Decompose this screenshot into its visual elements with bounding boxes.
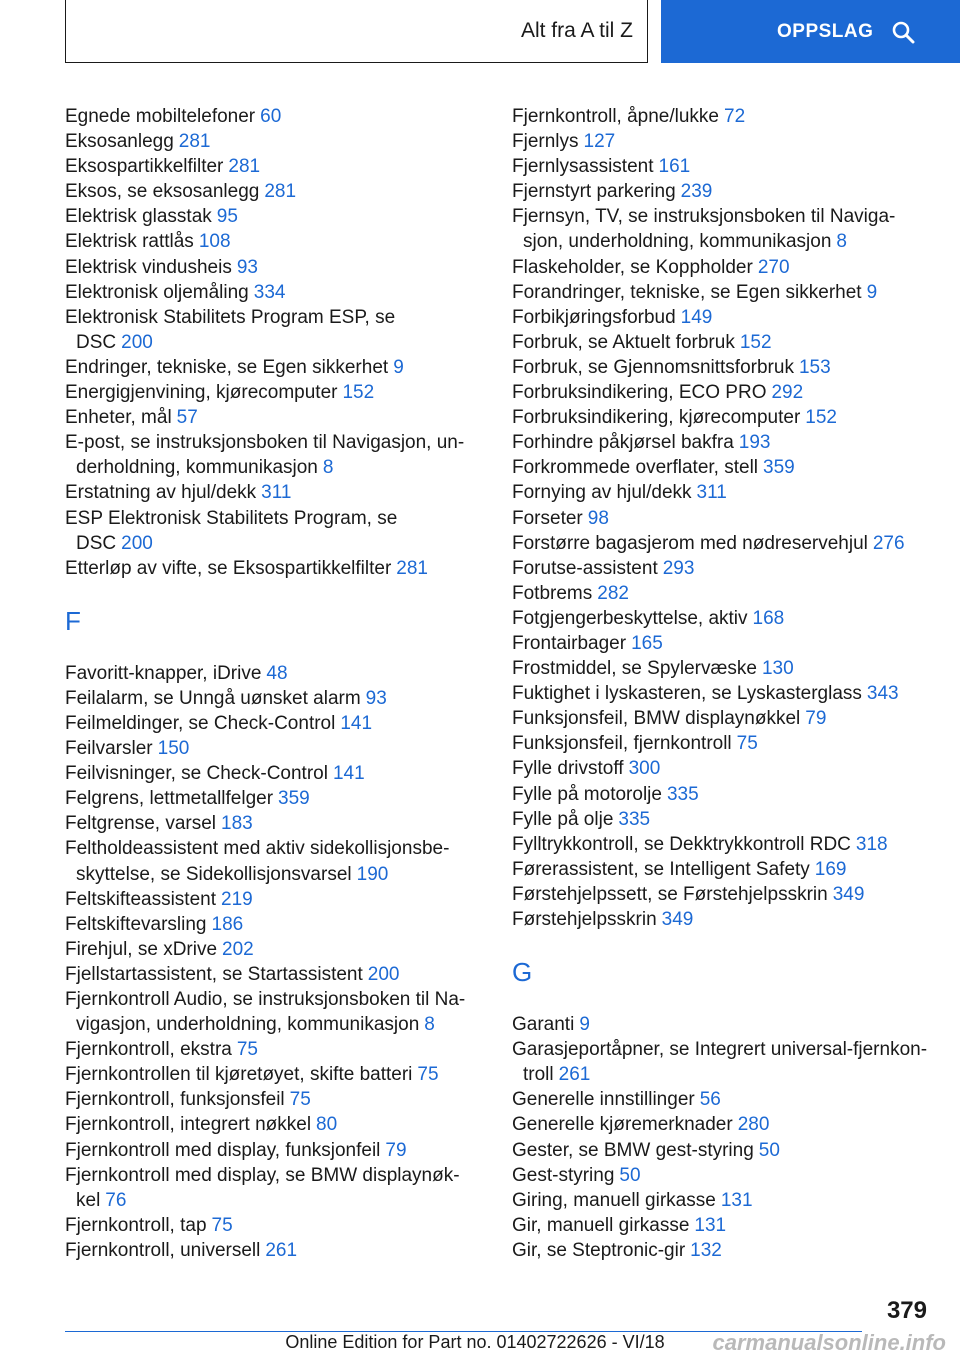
entry-term: Etterløp av vifte, se Eksospartikkelfilter	[65, 557, 392, 579]
index-entry	[512, 706, 932, 731]
index-entry	[512, 807, 932, 832]
index-entry	[512, 581, 932, 606]
index-entry	[65, 912, 485, 937]
entry-term: Fjernkontroll, funksjonsfeil	[65, 1089, 285, 1111]
page-link[interactable]: 311	[696, 482, 727, 504]
index-entry	[65, 786, 485, 811]
page-link[interactable]: 141	[340, 712, 373, 734]
entry-term: Fjernkontrollen til kjøretøyet, skifte batteri	[65, 1064, 413, 1086]
index-entry	[65, 987, 485, 1037]
index-entry	[512, 1087, 932, 1112]
entry-term: Generelle kjøremerknader	[512, 1114, 733, 1136]
index-entry	[65, 179, 485, 204]
index-entry	[512, 1037, 932, 1087]
entry-term: Forbruksindikering, kjørecomputer	[512, 407, 801, 429]
entry-term: Fjernkontroll med display, se BMW displaynøk-	[65, 1164, 460, 1186]
page-link[interactable]: 93	[236, 256, 258, 278]
entry-term: Gest-styring	[512, 1164, 615, 1186]
index-entry	[512, 255, 932, 280]
entry-term: Feltskiftevarsling	[65, 913, 207, 935]
entry-term: Feilvarsler	[65, 738, 153, 760]
index-entry	[512, 1112, 932, 1137]
index-entry	[65, 204, 485, 229]
index-entry	[512, 355, 932, 380]
page-link[interactable]: 75	[236, 1039, 258, 1061]
entry-term: Eksos, se eksosanlegg	[65, 181, 260, 203]
entry-term: Fylle drivstoff	[512, 758, 624, 780]
index-entry	[65, 1062, 485, 1087]
entry-term-continued: skyttelse, se Sidekollisjonsvarsel	[76, 863, 352, 885]
entry-term: Fotbrems	[512, 582, 593, 604]
index-entry	[512, 330, 932, 355]
entry-term: Favoritt-knapper, iDrive	[65, 662, 262, 684]
index-entry	[512, 832, 932, 857]
index-entry	[512, 506, 932, 531]
entry-term: Garanti	[512, 1014, 575, 1036]
page-link[interactable]: 152	[739, 331, 772, 353]
entry-term: Energigjenvining, kjørecomputer	[65, 382, 338, 404]
entry-term: ESP Elektronisk Stabilitets Program, se	[65, 507, 398, 529]
entry-term: Fjernkontroll, åpne/lukke	[512, 106, 719, 127]
entry-term: Fotgjengerbeskyttelse, aktiv	[512, 607, 748, 629]
index-entry	[65, 355, 485, 380]
index-column-left	[65, 104, 485, 1263]
page-link[interactable]: 169	[814, 858, 847, 880]
page-link[interactable]: 200	[121, 331, 153, 353]
index-entry	[65, 280, 485, 305]
page-link[interactable]: 335	[618, 808, 651, 830]
entry-term: Fornying av hjul/dekk	[512, 482, 692, 504]
page-link[interactable]: 292	[771, 382, 804, 404]
page-link[interactable]: 359	[278, 788, 310, 810]
index-entry	[512, 430, 932, 455]
page-link[interactable]: 190	[356, 863, 389, 885]
entry-term: Garasjeportåpner, se Integrert universal-fjernkon-	[512, 1039, 928, 1061]
entry-term: Fylle på motorolje	[512, 783, 662, 805]
entry-term: Gir, manuell girkasse	[512, 1214, 690, 1236]
index-entry	[512, 731, 932, 756]
entry-term: Fjernkontroll, universell	[65, 1239, 261, 1261]
page-link[interactable]: 349	[832, 883, 865, 905]
page-link[interactable]: 281	[228, 156, 261, 178]
page-link[interactable]: 183	[221, 813, 253, 835]
entry-term: Forutse-assistent	[512, 557, 658, 579]
entry-term: Feltskifteassistent	[65, 888, 216, 910]
index-entry	[512, 1188, 932, 1213]
index-entry	[65, 661, 485, 686]
entry-term-continued: DSC	[76, 331, 117, 353]
entry-term: Fuktighet i lyskasteren, se Lyskasterglass	[512, 683, 862, 705]
index-entry	[65, 1112, 485, 1137]
page-link[interactable]: 79	[385, 1139, 407, 1161]
entry-term: Forkrommede overflater, stell	[512, 457, 759, 479]
page-link[interactable]: 95	[216, 206, 238, 228]
entry-term: Førerassistent, se Intelligent Safety	[512, 858, 810, 880]
index-entry	[512, 305, 932, 330]
entry-term: Førstehjelpsskrin	[512, 909, 657, 930]
entry-term: Feltholdeassistent med aktiv sidekollisjonsbe-	[65, 838, 450, 860]
index-entry	[512, 882, 932, 907]
entry-term: Gir, se Steptronic-gir	[512, 1239, 686, 1261]
index-entry	[512, 656, 932, 681]
entry-term: E-post, se instruksjonsboken til Navigasjon, un-	[65, 432, 465, 454]
index-entry	[65, 506, 485, 556]
page-link[interactable]: 76	[105, 1189, 127, 1211]
entry-term: Erstatning av hjul/dekk	[65, 482, 257, 504]
page-link[interactable]: 161	[658, 156, 691, 178]
page-link[interactable]: 60	[260, 106, 282, 127]
page-link[interactable]: 150	[157, 738, 190, 760]
index-entry	[65, 686, 485, 711]
page-link[interactable]: 93	[365, 687, 387, 709]
entry-term: Fjernstyrt parkering	[512, 181, 676, 203]
page-link[interactable]: 193	[738, 432, 771, 454]
page-link[interactable]: 98	[587, 507, 609, 529]
page-link[interactable]: 50	[619, 1164, 641, 1186]
page-link[interactable]: 57	[176, 407, 198, 429]
entry-term: Felgrens, lettmetallfelger	[65, 788, 274, 810]
entry-term: Fjernkontroll, ekstra	[65, 1039, 232, 1061]
entry-term: Forbruksindikering, ECO PRO	[512, 382, 767, 404]
index-entry	[65, 1138, 485, 1163]
page-link[interactable]: 75	[736, 733, 758, 755]
page-link[interactable]: 293	[662, 557, 695, 579]
entry-term: Enheter, mål	[65, 407, 172, 429]
page-link[interactable]: 281	[178, 131, 211, 153]
index-entry	[512, 179, 932, 204]
page-link[interactable]: 186	[211, 913, 244, 935]
entry-term: Forbikjøringsforbud	[512, 306, 676, 328]
index-entry	[512, 556, 932, 581]
page-link[interactable]: 141	[332, 763, 365, 785]
entry-term: Forstørre bagasjerom med nødreservehjul	[512, 532, 868, 554]
entry-term: Forbruk, se Gjennomsnittsforbruk	[512, 356, 794, 378]
page-link[interactable]: 343	[866, 683, 899, 705]
page-link[interactable]: 8	[836, 231, 847, 253]
page-link[interactable]: 9	[393, 356, 404, 378]
index-entry	[512, 405, 932, 430]
page-link[interactable]: 152	[342, 382, 375, 404]
index-entry	[65, 1213, 485, 1238]
page-link[interactable]: 152	[805, 407, 837, 429]
footer-text: Online Edition for Part no. 01402722626 - VI/18	[285, 1332, 665, 1352]
index-entry	[65, 255, 485, 280]
oppslag-button[interactable]	[661, 0, 960, 63]
page-link[interactable]: 335	[666, 783, 699, 805]
tab-label: Alt fra A til Z	[520, 19, 633, 42]
index-entry	[65, 937, 485, 962]
page-link[interactable]: 281	[264, 181, 297, 203]
page-link[interactable]: 168	[752, 607, 785, 629]
index-entry	[512, 756, 932, 781]
page-link[interactable]: 8	[424, 1014, 435, 1036]
index-entry	[512, 154, 932, 179]
entry-term-continued: vigasjon, underholdning, kommunikasjon	[76, 1014, 420, 1036]
entry-term: Eksosanlegg	[65, 131, 174, 153]
index-entry	[512, 204, 932, 254]
index-entry	[65, 962, 485, 987]
entry-term: Feilmeldinger, se Check-Control	[65, 712, 336, 734]
entry-term: Fjellstartassistent, se Startassistent	[65, 963, 363, 985]
entry-term: Eksospartikkelfilter	[65, 156, 224, 178]
index-entry	[65, 480, 485, 505]
entry-term: Giring, manuell girkasse	[512, 1189, 716, 1211]
page-link[interactable]: 131	[694, 1214, 727, 1236]
entry-term: Frontairbager	[512, 632, 627, 654]
entry-term: Funksjonsfeil, fjernkontroll	[512, 733, 732, 755]
page-link[interactable]: 75	[417, 1064, 439, 1086]
index-entry	[512, 531, 932, 556]
index-entry	[65, 154, 485, 179]
index-entry	[65, 1037, 485, 1062]
index-entry	[65, 736, 485, 761]
page-link[interactable]: 8	[322, 457, 334, 479]
page-link[interactable]: 75	[289, 1089, 311, 1111]
page-link[interactable]: 108	[198, 231, 231, 253]
entry-term-continued: sjon, underholdning, kommunikasjon	[523, 231, 832, 253]
page-link[interactable]: 334	[253, 281, 286, 303]
entry-term: Flaskeholder, se Koppholder	[512, 256, 753, 278]
entry-term: Førstehjelpssett, se Førstehjelpsskrin	[512, 883, 828, 905]
entry-term: Fjernkontroll, integrert nøkkel	[65, 1114, 312, 1136]
oppslag-label: OPPSLAG	[777, 20, 874, 42]
page-link[interactable]: 311	[261, 482, 292, 504]
index-entry	[65, 380, 485, 405]
entry-term: Funksjonsfeil, BMW displaynøkkel	[512, 708, 801, 730]
index-entry	[512, 104, 932, 129]
index-entry	[65, 1238, 485, 1263]
search-icon	[891, 20, 915, 44]
page-link[interactable]: 50	[758, 1139, 780, 1161]
index-entry	[512, 907, 932, 932]
index-entry	[65, 229, 485, 254]
page-link[interactable]: 318	[855, 833, 888, 855]
page-link[interactable]: 132	[690, 1239, 722, 1261]
entry-term: Elektrisk glasstak	[65, 206, 212, 228]
index-entry	[512, 1138, 932, 1163]
entry-term: Fylltrykkontroll, se Dekktrykkontroll RDC	[512, 833, 851, 855]
index-entry	[512, 606, 932, 631]
entry-term: Feltgrense, varsel	[65, 813, 217, 835]
page-link[interactable]: 239	[680, 181, 713, 203]
index-entry	[512, 681, 932, 706]
index-entry	[65, 129, 485, 154]
page-link[interactable]: 79	[805, 708, 827, 730]
page-link[interactable]: 349	[661, 909, 694, 930]
entry-term: Fjernlys	[512, 131, 579, 153]
index-entry	[512, 129, 932, 154]
index-entry	[512, 782, 932, 807]
entry-term: Elektronisk oljemåling	[65, 281, 249, 303]
page-link[interactable]: 80	[316, 1114, 338, 1136]
page-link[interactable]: 261	[265, 1239, 298, 1261]
entry-term: Fjernkontroll, tap	[65, 1214, 207, 1236]
index-column-right	[512, 104, 932, 1263]
index-entry	[65, 1163, 485, 1213]
page-link[interactable]: 300	[628, 758, 661, 780]
page-link[interactable]: 276	[872, 532, 905, 554]
entry-term: Fylle på olje	[512, 808, 614, 830]
page-link[interactable]: 56	[699, 1089, 721, 1111]
page-link[interactable]: 282	[597, 582, 629, 604]
section-letter: F	[65, 605, 81, 636]
page-link[interactable]: 200	[121, 532, 153, 554]
index-entry	[65, 556, 485, 581]
watermark: carmanualsonline.info	[712, 1330, 946, 1355]
entry-term: Elektronisk Stabilitets Program ESP, se	[65, 306, 396, 328]
index-entry	[512, 1012, 932, 1037]
entry-term: Endringer, tekniske, se Egen sikkerhet	[65, 356, 389, 378]
entry-term: Firehjul, se xDrive	[65, 938, 218, 960]
entry-term: Egnede mobiltelefoner	[65, 106, 256, 127]
index-entry	[65, 305, 485, 355]
entry-term: Feilvisninger, se Check-Control	[65, 763, 328, 785]
index-entry	[65, 761, 485, 786]
page-link[interactable]: 359	[763, 457, 795, 479]
index-entry	[65, 405, 485, 430]
entry-term: Forseter	[512, 507, 583, 529]
entry-term: Feilalarm, se Unngå uønsket alarm	[65, 687, 361, 709]
entry-term: Forhindre påkjørsel bakfra	[512, 432, 734, 454]
index-entry	[512, 280, 932, 305]
index-entry	[512, 1238, 932, 1263]
index-entry	[65, 887, 485, 912]
page-link[interactable]: 200	[367, 963, 400, 985]
page-link[interactable]: 127	[583, 131, 616, 153]
entry-term: Forbruk, se Aktuelt forbruk	[512, 331, 735, 353]
page-link[interactable]: 131	[720, 1189, 753, 1211]
page-link[interactable]: 149	[680, 306, 713, 328]
page-link[interactable]: 9	[866, 281, 878, 303]
index-entry	[512, 480, 932, 505]
page-link[interactable]: 270	[757, 256, 790, 278]
page-link[interactable]: 153	[798, 356, 831, 378]
entry-term: Fjernkontroll med display, funksjonfeil	[65, 1139, 381, 1161]
entry-term: Elektrisk vindusheis	[65, 256, 232, 278]
page-link[interactable]: 261	[558, 1064, 591, 1086]
page-link[interactable]: 280	[737, 1114, 770, 1136]
index-entry	[512, 1213, 932, 1238]
index-entry	[65, 104, 485, 129]
entry-term-continued: DSC	[76, 532, 117, 554]
entry-term: Elektrisk rattlås	[65, 231, 194, 253]
page-link[interactable]: 75	[211, 1214, 233, 1236]
entry-term: Fjernkontroll Audio, se instruksjonsboken til Na-	[65, 989, 466, 1010]
section-letter: G	[512, 957, 533, 988]
page-link[interactable]: 165	[631, 632, 663, 654]
index-entry	[512, 455, 932, 480]
page-link[interactable]: 48	[266, 662, 288, 684]
entry-term: Forandringer, tekniske, se Egen sikkerhet	[512, 281, 862, 303]
page-link[interactable]: 202	[222, 938, 254, 960]
entry-term-continued: kel	[76, 1189, 101, 1211]
entry-term-continued: derholdning, kommunikasjon	[76, 457, 318, 479]
index-entry	[512, 857, 932, 882]
index-entry	[65, 1087, 485, 1112]
index-entry	[512, 1163, 932, 1188]
tab-alt-fra-a-til-z[interactable]	[65, 0, 648, 63]
entry-term: Generelle innstillinger	[512, 1089, 695, 1111]
page-link[interactable]: 281	[396, 557, 428, 579]
page-link[interactable]: 219	[221, 888, 253, 910]
page-number: 379	[886, 1297, 927, 1324]
page-link[interactable]: 9	[579, 1014, 590, 1036]
entry-term: Fjernlysassistent	[512, 156, 654, 178]
entry-term-continued: troll	[523, 1064, 554, 1086]
index-entry	[65, 430, 485, 480]
entry-term: Frostmiddel, se Spylervæske	[512, 658, 757, 680]
entry-term: Fjernsyn, TV, se instruksjonsboken til Naviga-	[512, 206, 896, 228]
page-link[interactable]: 72	[724, 106, 746, 127]
index-entry	[65, 711, 485, 736]
page-link[interactable]: 130	[761, 658, 794, 680]
entry-term: Gester, se BMW gest-styring	[512, 1139, 754, 1161]
index-entry	[512, 631, 932, 656]
index-entry	[65, 811, 485, 836]
index-entry	[65, 836, 485, 886]
index-entry	[512, 380, 932, 405]
